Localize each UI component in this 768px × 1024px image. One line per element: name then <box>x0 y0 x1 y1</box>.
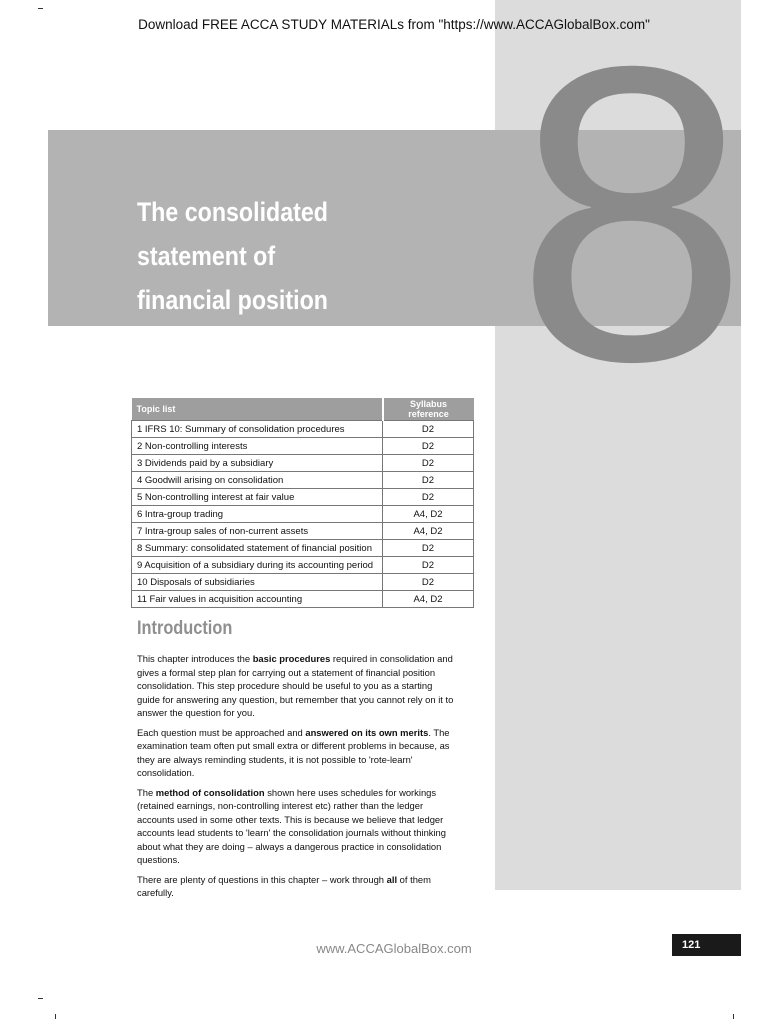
topic-list-header: Topic list <box>132 398 383 421</box>
crop-mark <box>733 1014 734 1019</box>
topic-row <box>132 523 474 540</box>
intro-paragraph: The method of consolidation shown here uses schedules for workings (retained earnings, non-controlling interest etc) rather than the ledger accounts used in some other texts. This is because we believe that ledger accounts lead students to 'learn' the consolidation journals without thinking about what they are doing – always a dangerous practice in consolidation questions. <box>137 786 446 865</box>
topic-cell: 5 Non-controlling interest at fair value <box>132 489 383 506</box>
topic-row <box>132 421 474 438</box>
syllabus-reference-cell: D2 <box>383 421 474 438</box>
crop-mark <box>38 998 43 999</box>
syllabus-reference-cell: A4, D2 <box>383 523 474 540</box>
topic-row <box>132 438 474 455</box>
topic-row <box>132 540 474 557</box>
chapter-title <box>137 190 429 322</box>
topic-row <box>132 591 474 608</box>
title-line: financial position <box>137 285 328 315</box>
crop-mark <box>38 8 43 9</box>
topic-cell: 11 Fair values in acquisition accounting <box>132 591 383 608</box>
topic-list-table <box>131 398 474 608</box>
topic-row <box>132 574 474 591</box>
topic-row <box>132 489 474 506</box>
introduction-heading: Introduction <box>137 618 233 639</box>
topic-cell: 9 Acquisition of a subsidiary during its accounting period <box>132 557 383 574</box>
syllabus-reference-header: Syllabus reference <box>383 398 474 421</box>
topic-cell: 3 Dividends paid by a subsidiary <box>132 455 383 472</box>
syllabus-reference-cell: D2 <box>383 438 474 455</box>
topic-row <box>132 557 474 574</box>
topic-cell: 8 Summary: consolidated statement of financial position <box>132 540 383 557</box>
download-header: Download FREE ACCA STUDY MATERIALs from "https://www.ACCAGlobalBox.com" <box>138 17 650 32</box>
intro-paragraph: Each question must be approached and answered on its own merits. The examination team often put small extra or different problems in because, as they are always reminding students, it is not possible to 'rote-learn' consolidation. <box>137 726 450 778</box>
topic-cell: 7 Intra-group sales of non-current assets <box>132 523 383 540</box>
syllabus-reference-cell: D2 <box>383 455 474 472</box>
syllabus-reference-cell: D2 <box>383 540 474 557</box>
page-number: 121 <box>672 934 741 956</box>
title-line: statement of <box>137 241 276 271</box>
syllabus-reference-cell: D2 <box>383 472 474 489</box>
syllabus-reference-cell: D2 <box>383 557 474 574</box>
topic-cell: 6 Intra-group trading <box>132 506 383 523</box>
syllabus-reference-cell: A4, D2 <box>383 506 474 523</box>
syllabus-reference-cell: D2 <box>383 489 474 506</box>
topic-cell: 4 Goodwill arising on consolidation <box>132 472 383 489</box>
intro-paragraph: There are plenty of questions in this chapter – work through all of them carefully. <box>137 873 431 898</box>
topic-row <box>132 472 474 489</box>
introduction-body <box>137 652 457 906</box>
footer-url: www.ACCAGlobalBox.com <box>316 941 472 956</box>
topic-cell: 1 IFRS 10: Summary of consolidation procedures <box>132 421 383 438</box>
topic-row <box>132 506 474 523</box>
title-line: The consolidated <box>137 197 328 227</box>
crop-mark <box>55 1014 56 1019</box>
topic-cell: 10 Disposals of subsidiaries <box>132 574 383 591</box>
syllabus-reference-cell: A4, D2 <box>383 591 474 608</box>
chapter-number: 8 <box>515 0 749 449</box>
syllabus-reference-cell: D2 <box>383 574 474 591</box>
topic-cell: 2 Non-controlling interests <box>132 438 383 455</box>
topic-row <box>132 455 474 472</box>
intro-paragraph: This chapter introduces the basic procedures required in consolidation and gives a formal step plan for carrying out a statement of financial position consolidation. This step procedure should be useful to you as a starting guide for answering any question, but remember that you cannot rely on it to answer the question for you. <box>137 653 454 718</box>
